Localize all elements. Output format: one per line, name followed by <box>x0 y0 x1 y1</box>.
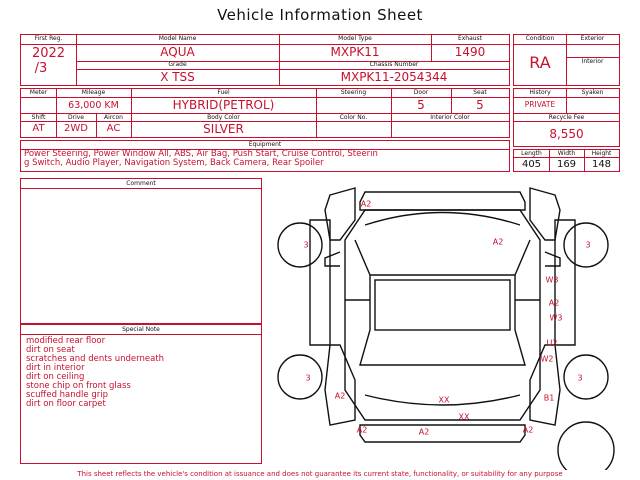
length-value: 405 <box>521 159 542 170</box>
damage-mark: W3 <box>545 275 559 285</box>
right-mirror <box>545 252 560 266</box>
front-left-wheel <box>278 223 322 267</box>
special-note-label: Special Note <box>122 326 160 333</box>
grade-value: X TSS <box>160 70 195 84</box>
comment-label: Comment <box>126 180 156 187</box>
color-no-label: Color No. <box>339 114 368 121</box>
mileage-label: Mileage <box>81 89 106 96</box>
model-name-label: Model Name <box>158 35 197 42</box>
recycle-value: 8,550 <box>549 127 584 141</box>
exhaust-label: Exhaust <box>457 35 483 42</box>
damage-mark: 3 <box>303 240 309 250</box>
height-value: 148 <box>591 159 612 170</box>
model-name-value: AQUA <box>160 45 195 59</box>
front-bumper <box>360 192 525 210</box>
rear-left-wheel <box>278 355 322 399</box>
first-reg-year: 2022 <box>31 46 66 61</box>
model-type-label: Model Type <box>338 35 372 42</box>
damage-mark: XX <box>438 395 450 405</box>
first-reg-month: /3 <box>34 61 48 76</box>
special-note-item: dirt on seat <box>26 345 75 355</box>
damage-mark: A2 <box>418 427 430 437</box>
condition-table <box>513 34 620 86</box>
chassis-value: MXPK11-2054344 <box>340 70 448 84</box>
special-note-item: dirt on floor carpet <box>26 399 106 409</box>
identity-table <box>20 34 510 86</box>
damage-mark: 3 <box>305 373 311 383</box>
mileage-value: 63,000 KM <box>68 100 119 111</box>
fuel-value: HYBRID(PETROL) <box>172 98 275 112</box>
history-label: History <box>529 89 551 96</box>
body-color-value: SILVER <box>203 122 244 136</box>
special-note-item: dirt on ceiling <box>26 372 85 382</box>
door-value: 5 <box>417 98 425 112</box>
car-damage-diagram <box>270 180 630 470</box>
equipment-label: Equipment <box>248 141 282 148</box>
shift-label: Shift <box>31 114 46 121</box>
special-note-item: scuffed handle grip <box>26 390 108 400</box>
rear-window <box>360 330 525 365</box>
exhaust-value: 1490 <box>454 45 486 59</box>
first-reg-label: First Reg. <box>34 35 63 42</box>
syaken-label: Syaken <box>581 89 604 96</box>
comment-box <box>20 178 262 324</box>
special-note-list <box>26 337 164 409</box>
spare-wheel <box>558 422 614 470</box>
grade-label: Grade <box>168 61 187 68</box>
windshield <box>355 237 530 275</box>
aircon-label: Aircon <box>104 114 123 121</box>
left-fender-rear <box>325 345 355 425</box>
body-color-label: Body Color <box>207 114 240 121</box>
damage-mark: 3 <box>585 240 591 250</box>
left-side-panel <box>310 220 330 345</box>
rear-bumper <box>360 425 525 442</box>
fuel-label: Fuel <box>217 89 230 96</box>
model-type-value: MXPK11 <box>330 45 380 59</box>
damage-mark: A2 <box>492 237 504 247</box>
special-note-item: scratches and dents underneath <box>26 354 165 364</box>
length-label: Length <box>521 150 542 157</box>
drive-label: Drive <box>68 114 84 121</box>
shift-value: AT <box>32 123 45 134</box>
damage-mark: A2 <box>360 199 372 209</box>
page-title: Vehicle Information Sheet <box>217 6 423 24</box>
roof <box>375 280 510 330</box>
equipment-line-1: Power Steering, Power Window All, ABS, Air Bag, Push Start, Cruise Control, Steerin <box>24 149 378 159</box>
meter-label: Meter <box>29 89 48 96</box>
damage-mark: 3 <box>577 373 583 383</box>
history-value: PRIVATE <box>524 100 556 109</box>
chassis-label: Chassis Number <box>369 61 419 68</box>
damage-mark: A2 <box>522 425 534 435</box>
width-label: Width <box>557 150 576 157</box>
seat-label: Seat <box>473 89 487 96</box>
steering-label: Steering <box>340 89 367 96</box>
height-label: Height <box>591 150 612 157</box>
equipment-box <box>20 140 510 172</box>
damage-mark: A2 <box>334 391 346 401</box>
aircon-value: AC <box>106 123 121 134</box>
interior-label: Interior <box>581 58 604 65</box>
car-body <box>345 210 540 420</box>
damage-mark: W3 <box>549 313 563 323</box>
damage-mark: U2 <box>546 338 558 348</box>
condition-label: Condition <box>525 35 555 42</box>
special-note-item: modified rear floor <box>26 336 106 346</box>
damage-mark: A2 <box>548 298 560 308</box>
damage-mark: A2 <box>356 425 368 435</box>
door-label: Door <box>413 89 429 96</box>
equipment-line-2: g Switch, Audio Player, Navigation System, Back Camera, Rear Spoiler <box>24 158 324 168</box>
damage-mark: W2 <box>540 354 554 364</box>
spec-table <box>20 88 510 138</box>
damage-mark: B1 <box>543 393 555 403</box>
exterior-label: Exterior <box>580 35 605 42</box>
special-note-box <box>20 324 262 464</box>
interior-color-label: Interior Color <box>430 114 470 121</box>
seat-value: 5 <box>476 98 484 112</box>
drive-value: 2WD <box>64 123 88 134</box>
width-value: 169 <box>556 159 577 170</box>
recycle-label: Recycle Fee <box>548 114 585 121</box>
condition-grade: RA <box>529 53 551 72</box>
dimensions-table <box>513 149 620 172</box>
left-mirror <box>325 252 340 266</box>
special-note-item: dirt in interior <box>26 363 85 373</box>
special-note-item: stone chip on front glass <box>26 381 131 391</box>
damage-mark: XX <box>458 412 470 422</box>
history-table <box>513 88 620 147</box>
rear-right-wheel <box>564 355 608 399</box>
disclaimer: This sheet reflects the vehicle's condition at issuance and does not guarantee its current state, functionality, or suitability for any purpose <box>77 470 563 478</box>
